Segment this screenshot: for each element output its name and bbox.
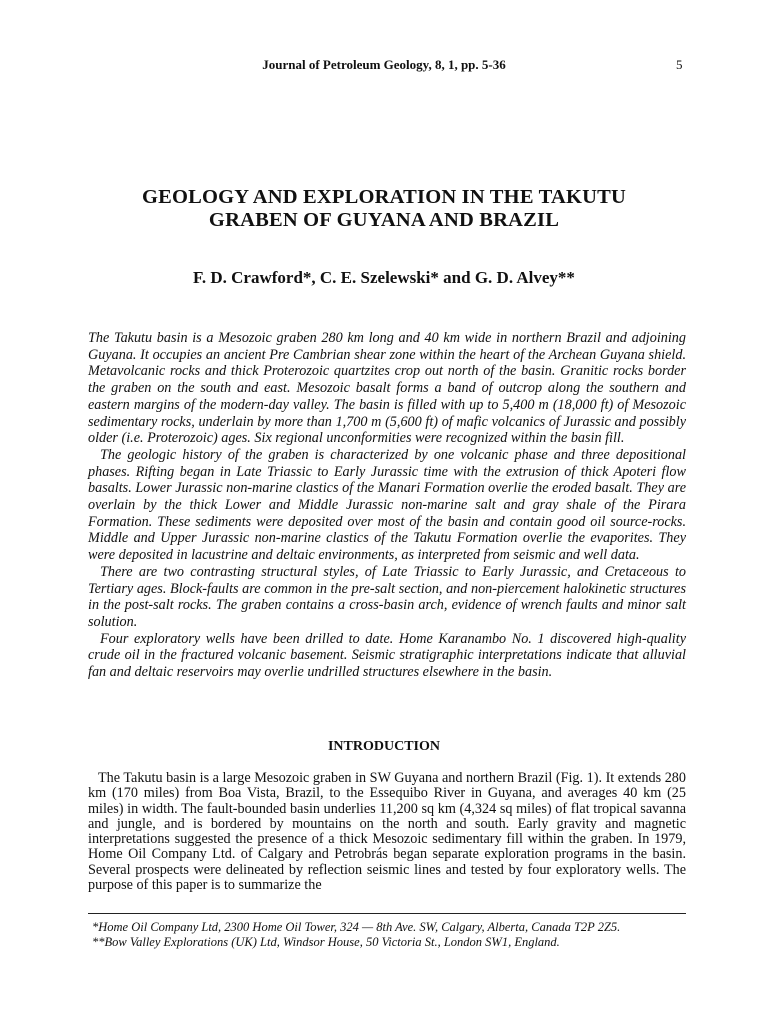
footnote-divider — [88, 913, 686, 914]
abstract-paragraph-3: There are two contrasting structural styles, of Late Triassic to Early Jurassic, and Cretaceous to Tertiary ages. Block-faults are common in the pre-salt section, and non-piercement halokinetic structures in the post-salt rocks. The graben contains a cross-basin arch, evidence of wrench faults and minor salt solution. — [88, 563, 686, 630]
introduction-paragraph: The Takutu basin is a large Mesozoic graben in SW Guyana and northern Brazil (Fig. 1). It extends 280 km (170 miles) from Boa Vista, Brazil, to the Essequibo River in Guyana, and averages 40 km (25 miles) in width. The fault-bounded basin underlies 11,200 sq km (4,324 sq miles) of flat tropical savanna and jungle, and is bordered by mountains on the north and south. Early gravity and magnetic interpretations suggested the presence of a thick Mesozoic sedimentary fill within the graben. In 1979, Home Oil Company Ltd. of Calgary and Petrobrás began separate exploration programs in the basin. Several prospects were delineated by reflection seismic lines and tested by four exploratory wells. The purpose of this paper is to summarize the — [88, 770, 686, 894]
article-title — [60, 186, 708, 232]
page-number: 5 — [676, 57, 683, 72]
abstract — [88, 330, 686, 681]
footnote-affiliation-2: **Bow Valley Explorations (UK) Ltd, Windsor House, 50 Victoria St., London SW1, England. — [92, 935, 560, 949]
abstract-paragraph-1: The Takutu basin is a Mesozoic graben 280 km long and 40 km wide in northern Brazil and adjoining Guyana. It occupies an ancient Pre Cambrian shear zone within the heart of the Archean Guyana shield. Metavolcanic rocks and thick Proterozoic quartzites crop out north of the basin. Granitic rocks border the graben on the south and east. Mesozoic basalt forms a band of outcrop along the southern and eastern margins of the modern-day valley. The basin is filled with up to 5,400 m (18,000 ft) of Mesozoic sedimentary rocks, underlain by more than 1,700 m (5,600 ft) of mafic volcanics of Jurassic and possibly older (i.e. Proterozoic) ages. Six regional unconformities were recognized within the basin fill. — [88, 330, 686, 447]
journal-citation: Journal of Petroleum Geology, 8, 1, pp. 5-36 — [262, 57, 506, 72]
title-line-2: GRABEN OF GUYANA AND BRAZIL — [208, 209, 560, 231]
section-heading-introduction: INTRODUCTION — [327, 739, 440, 754]
author-list: F. D. Crawford*, C. E. Szelewski* and G. D. Alvey** — [193, 268, 575, 287]
footnotes — [92, 920, 686, 950]
running-header — [0, 57, 768, 77]
footnote-affiliation-1: *Home Oil Company Ltd, 2300 Home Oil Tower, 324 — 8th Ave. SW, Calgary, Alberta, Canada T2P 2Z5. — [92, 920, 621, 934]
abstract-paragraph-2: The geologic history of the graben is characterized by one volcanic phase and three depositional phases. Rifting began in Late Triassic to Early Jurassic time with the extrusion of thick Apoteri flow basalts. Lower Jurassic non-marine clastics of the Manari Formation overlie the eroded basalt. They are overlain by the thick Lower and Middle Jurassic non-marine salt and gray shale of the Pirara Formation. These sediments were deposited over most of the basin and contain good oil source-rocks. Middle and Upper Jurassic non-marine clastics of the Takutu Formation overlie the evaporites. They were deposited in lacustrine and deltaic environments, as interpreted from seismic and well data. — [88, 446, 686, 564]
title-line-1: GEOLOGY AND EXPLORATION IN THE TAKUTU — [141, 186, 627, 208]
abstract-paragraph-4: Four exploratory wells have been drilled to date. Home Karanambo No. 1 discovered high-quality crude oil in the fractured volcanic basement. Seismic stratigraphic interpretations indicate that alluvial fan and deltaic reservoirs may overlie undrilled structures elsewhere in the basin. — [88, 630, 686, 681]
